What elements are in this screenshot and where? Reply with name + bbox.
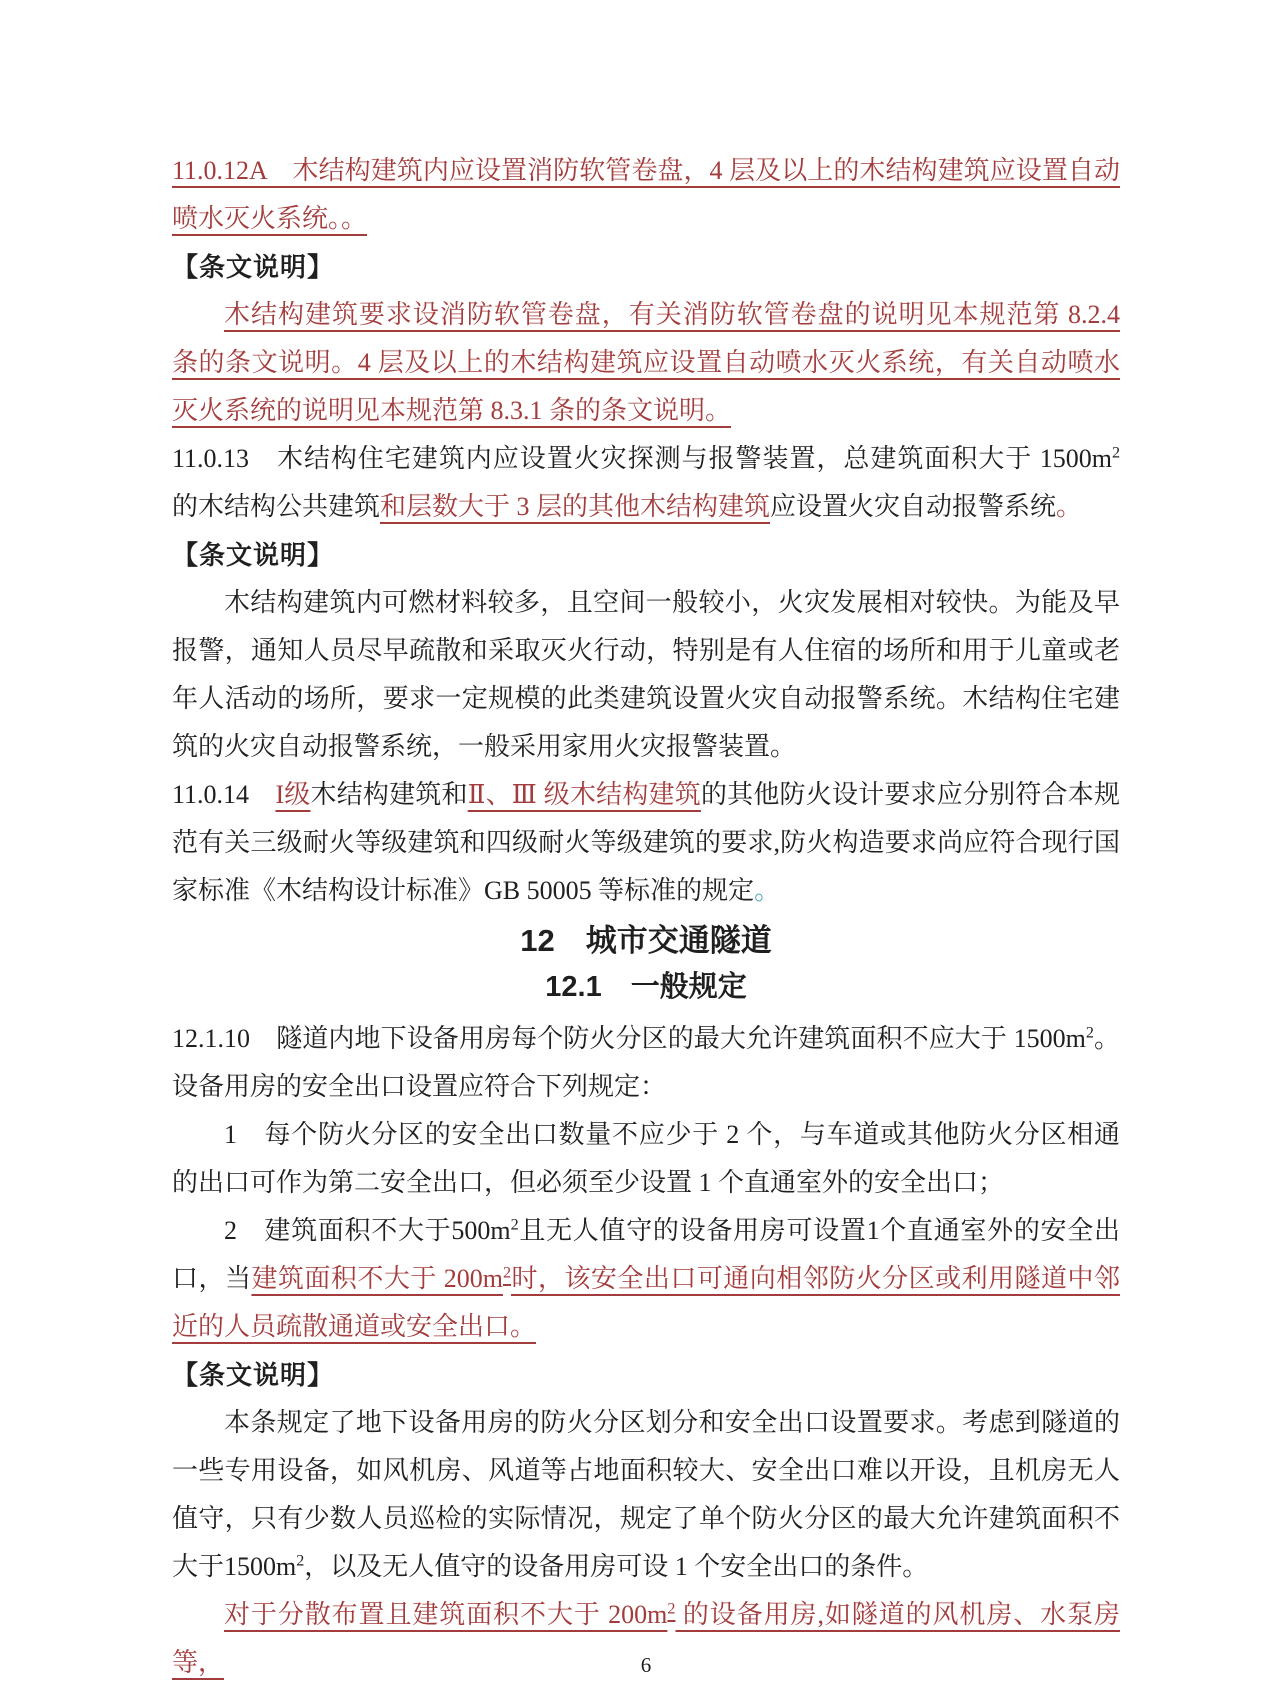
- text-segment: 时，该安全出口可通向相邻防火分区或利用隧道中邻近的人员疏散通道或安全出口。: [172, 1264, 1120, 1341]
- text-segment: 【条文说明】: [172, 1360, 335, 1390]
- section-heading: [172, 965, 1120, 1009]
- text-segment: I级: [275, 780, 311, 809]
- text-segment: 12 城市交通隧道: [520, 923, 772, 958]
- text-segment: 木结构建筑和: [310, 780, 468, 809]
- text-segment: 11.0.14: [172, 780, 276, 809]
- text-segment: 11.0.12A 木结构建筑内应设置消防软管卷盘，4 层及以上的木结构建筑应设置自动喷水灭火系统。。: [172, 156, 1120, 233]
- text-segment: ，以及无人值守的设备用房可设 1 个安全出口的条件。: [304, 1552, 929, 1581]
- text-segment: 。设备用房的安全出口设置应符合下列规定：: [172, 1024, 1120, 1101]
- text-segment: 1 每个防火分区的安全出口数量不应少于 2 个，与车道或其他防火分区相通的出口可作为第二安全出口，但必须至少设置 1 个直通室外的安全出口；: [172, 1120, 1120, 1197]
- text-segment: 本条规定了地下设备用房的防火分区划分和安全出口设置要求。考虑到隧道的一些专用设备，如风机房、风道等占地面积较大、安全出口难以开设，且机房无人值守，只有少数人员巡检的实际情况，规定了单个防火分区的最大允许建筑面积不大于1500m: [172, 1408, 1120, 1581]
- text-segment: 12.1 一般规定: [545, 971, 747, 1003]
- text-segment: 的其他防火设计要求应分别符合本规范有关三级耐火等级建筑和四级耐火等级建筑的要求,防火构造要求尚应符合现行国家标准《木结构设计标准》GB 50005 等标准的规定: [172, 780, 1120, 905]
- text-segment: 2: [296, 1552, 305, 1570]
- note-paragraph: [172, 291, 1120, 435]
- text-segment: 2: [502, 1264, 512, 1282]
- text-segment: 和层数大于 3 层的其他木结构建筑: [380, 492, 771, 521]
- document-body: [172, 147, 1120, 1687]
- text-segment: 12.1.10 隧道内地下设备用房每个防火分区的最大允许建筑面积不应大于 1500m: [172, 1024, 1086, 1053]
- page-number: 6: [640, 1653, 652, 1677]
- text-segment: 的设备用房,如隧道的风机房、水泵房等，: [172, 1600, 1120, 1677]
- text-segment: 【条文说明】: [172, 540, 335, 570]
- text-segment: 。: [754, 876, 781, 905]
- list-item: [172, 1207, 1120, 1351]
- text-segment: 木结构建筑要求设消防软管卷盘，有关消防软管卷盘的说明见本规范第 8.2.4 条的条文说明。4 层及以上的木结构建筑应设置自动喷水灭火系统，有关自动喷水灭火系统的说明见本规范第 8.3.1 条的条文说明。: [172, 300, 1120, 425]
- note-paragraph: [172, 1399, 1120, 1591]
- clause-note-label: [172, 531, 1120, 579]
- text-segment: 2: [667, 1600, 676, 1618]
- text-segment: 2: [1085, 1024, 1094, 1042]
- text-segment: 木结构建筑内可燃材料较多，且空间一般较小，火灾发展相对较快。为能及早报警，通知人员尽早疏散和采取灭火行动，特别是有人住宿的场所和用于儿童或老年人活动的场所，要求一定规模的此类建筑设置火灾自动报警系统。木结构住宅建筑的火灾自动报警系统，一般采用家用火灾报警装置。: [172, 588, 1120, 761]
- text-segment: 且无人值守的设备用房可设置1个直通室外的安全出口，当: [172, 1216, 1120, 1293]
- list-item: [172, 1111, 1120, 1207]
- clause-paragraph: [172, 771, 1120, 915]
- text-segment: 。: [1056, 492, 1083, 521]
- text-segment: 【条文说明】: [172, 252, 335, 282]
- clause-paragraph: [172, 1015, 1120, 1111]
- clause-note-label: [172, 243, 1120, 291]
- text-segment: 对于分散布置且建筑面积不大于 200m: [224, 1600, 668, 1629]
- text-segment: 应设置火灾自动报警系统: [770, 492, 1057, 521]
- text-segment: 的木结构公共建筑: [172, 492, 381, 521]
- text-segment: 2: [510, 1216, 519, 1234]
- text-segment: 2 建筑面积不大于500m: [224, 1216, 511, 1245]
- clause-paragraph: [172, 435, 1120, 531]
- note-paragraph: [172, 579, 1120, 771]
- clause-paragraph: [172, 147, 1120, 243]
- text-segment: 2: [1111, 444, 1120, 462]
- text-segment: Ⅱ、Ⅲ 级木结构建筑: [467, 780, 701, 809]
- clause-note-label: [172, 1351, 1120, 1399]
- text-segment: 建筑面积不大于 200m: [251, 1264, 503, 1293]
- chapter-heading: [172, 919, 1120, 963]
- text-segment: 11.0.13 木结构住宅建筑内应设置火灾探测与报警装置，总建筑面积大于 1500m: [172, 444, 1112, 473]
